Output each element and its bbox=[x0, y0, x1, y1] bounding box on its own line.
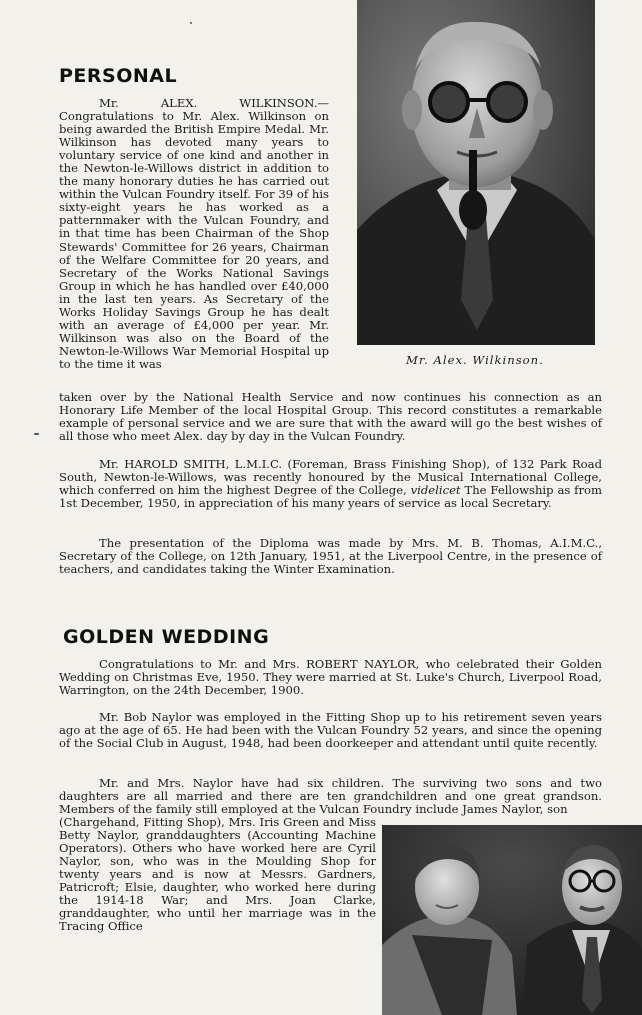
naylor-employment-paragraph: Mr. Bob Naylor was employed in the Fitting Shop up to his retirement seven years ago at the age of 65. He had been with the Vulcan Foundry 52 years, and since the opening of the Social Club in August, 1948, had been doorkeeper and attendant until quite recently. bbox=[59, 710, 602, 751]
wilkinson-photo-caption: Mr. Alex. Wilkinson. bbox=[406, 353, 544, 367]
harold-smith-text-2: The Fellowship as from 1st December, 1950, in appreciation of his many years of service as local Secretary. bbox=[59, 483, 602, 511]
print-speck bbox=[34, 433, 39, 435]
golden-wedding-heading: GOLDEN WEDDING bbox=[63, 626, 270, 648]
diploma-paragraph: The presentation of the Diploma was made by Mrs. M. B. Thomas, A.I.M.C., Secretary of the College, on 12th January, 1951, at the Liverpool Centre, in the presence of teachers, and candidates taking the Winter Examination. bbox=[59, 536, 602, 577]
print-speck bbox=[190, 22, 192, 24]
naylor-family-paragraph-wrapped: (Chargehand, Fitting Shop), Mrs. Iris Green and Miss Betty Naylor, granddaughters (Accounting Machine Operators). Others who have worked here are Cyril Naylor, son, who was in the Moulding Shop for twenty years and is now at Messrs. Gardners, Patricroft; Elsie, daughter, who worked here during the 1914-18 War; and Mrs. Joan Clarke, granddaughter, who until her marriage was in the Tracing Office bbox=[59, 815, 376, 934]
harold-smith-paragraph bbox=[59, 458, 602, 510]
naylor-family-paragraph: Mr. and Mrs. Naylor have had six children. The surviving two sons and two daughters are all married and there are ten grandchildren and one great grandson. Members of the family still employed at the Vulcan Foundry include James Naylor, son bbox=[59, 776, 602, 817]
wilkinson-paragraph-continuation: taken over by the National Health Service and now continues his connection as an Honorary Life Member of the local Hospital Group. This record constitutes a remarkable example of personal service and we are sure that with the award will go the best wishes of all those who meet Alex. day by day in the Vulcan Foundry. bbox=[59, 390, 602, 444]
harold-smith-text-1: Mr. HAROLD SMITH, L.M.I.C. (Foreman, Brass Finishing Shop), of 132 Park Road South, Newton-le-Willows, was recently honoured by the Musical International College, which conferred on him the highest Degree of the College, bbox=[59, 457, 602, 498]
personal-heading: PERSONAL bbox=[59, 65, 178, 87]
naylor-couple-photo bbox=[382, 825, 642, 1015]
naylor-congratulations-paragraph: Congratulations to Mr. and Mrs. ROBERT NAYLOR, who celebrated their Golden Wedding on Christmas Eve, 1950. They were married at St. Luke's Church, Liverpool Road, Warrington, on the 24th December, 1900. bbox=[59, 657, 602, 698]
wilkinson-portrait-photo bbox=[357, 0, 595, 345]
wilkinson-paragraph-wrapped: Mr. ALEX. WILKINSON.—Congratulations to Mr. Alex. Wilkinson on being awarded the British Empire Medal. Mr. Wilkinson has devoted many years to voluntary service of one kind and another in the Newton-le-Willows district in addition to the many honorary duties he has carried out within the Vulcan Foundry itself. For 39 of his sixty-eight years he has worked as a patternmaker with the Vulcan Foundry, and in that time has been Chairman of the Shop Stewards' Committee for 26 years, Chairman of the Welfare Committee for 20 years, and Secretary of the Works National Savings Group in which he has handled over £40,000 in the last ten years. As Secretary of the Works Holiday Savings Group he has dealt with an average of £4,000 per year. Mr. Wilkinson was also on the Board of the Newton-le-Willows War Memorial Hospital up to the time it was bbox=[59, 96, 329, 371]
harold-smith-italic: videlicet bbox=[410, 483, 461, 498]
wilkinson-portrait-illustration bbox=[357, 0, 595, 345]
naylor-couple-illustration bbox=[382, 825, 642, 1015]
